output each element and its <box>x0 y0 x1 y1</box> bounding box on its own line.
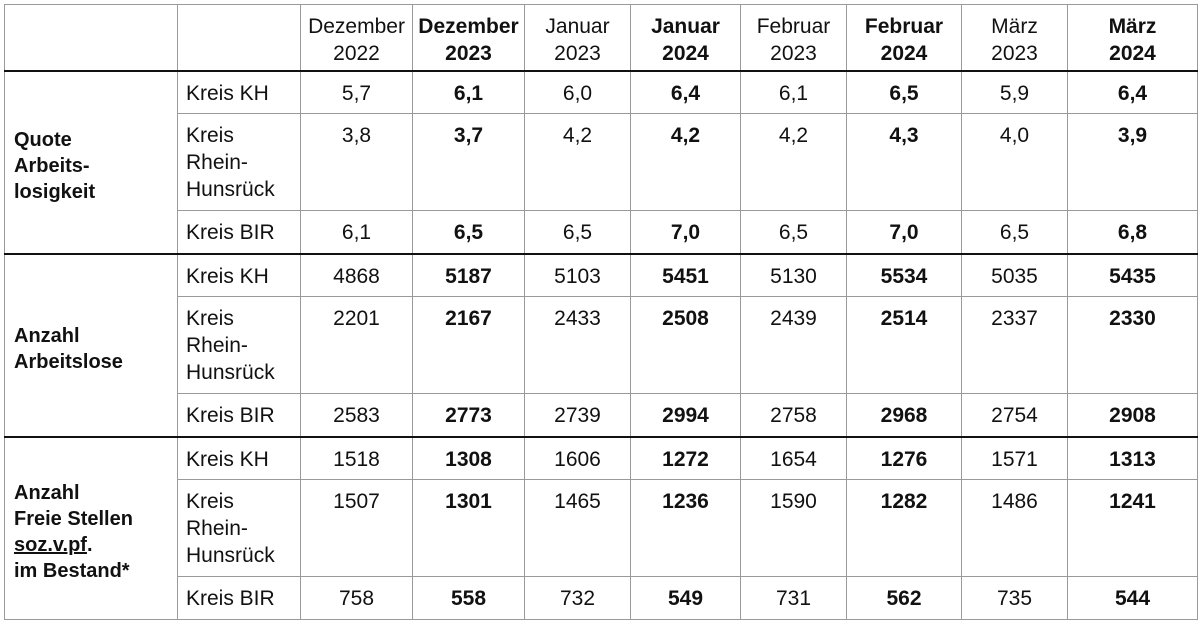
region-label-line: Rhein- <box>186 334 248 357</box>
value-cell: 562 <box>847 577 962 620</box>
value-cell: 1308 <box>413 437 525 480</box>
value-cell: 2739 <box>525 394 631 437</box>
value-cell: 5035 <box>962 254 1068 297</box>
value-cell: 4,0 <box>962 114 1068 211</box>
value-cell: 2583 <box>301 394 413 437</box>
value-cell: 2439 <box>741 297 847 394</box>
column-header <box>1068 5 1198 71</box>
value-cell: 6,1 <box>413 71 525 114</box>
region-label <box>178 577 301 620</box>
column-header-month: Januar <box>545 15 610 38</box>
value-cell: 6,1 <box>741 71 847 114</box>
value-cell: 732 <box>525 577 631 620</box>
column-header-year: 2023 <box>445 42 492 65</box>
value-cell: 6,5 <box>741 211 847 254</box>
column-header-year: 2024 <box>880 42 928 65</box>
column-header-year: 2023 <box>770 42 817 65</box>
value-cell: 6,1 <box>301 211 413 254</box>
value-cell: 1301 <box>413 480 525 577</box>
column-header-year: 2023 <box>991 42 1038 65</box>
value-cell: 1590 <box>741 480 847 577</box>
column-header <box>631 5 741 71</box>
region-label-line: Kreis BIR <box>186 587 275 610</box>
value-cell: 3,8 <box>301 114 413 211</box>
region-label <box>178 437 301 480</box>
value-cell: 1518 <box>301 437 413 480</box>
region-label <box>178 71 301 114</box>
group-label-line: Arbeitslose <box>14 351 123 373</box>
group-label-line: im Bestand* <box>14 560 130 583</box>
region-label-line: Kreis KH <box>186 447 269 471</box>
value-cell: 2337 <box>962 297 1068 394</box>
value-cell: 6,5 <box>413 211 525 254</box>
table-row <box>5 254 1198 297</box>
value-cell: 2330 <box>1068 297 1198 394</box>
table-row <box>5 71 1198 114</box>
value-cell: 6,5 <box>525 211 631 254</box>
group-label-line: Anzahl <box>14 325 80 347</box>
value-cell: 6,4 <box>1068 71 1198 114</box>
region-label-line: Kreis BIR <box>186 404 275 427</box>
column-header <box>525 5 631 71</box>
value-cell: 5130 <box>741 254 847 297</box>
value-cell: 7,0 <box>847 211 962 254</box>
table-row <box>5 211 1198 254</box>
value-cell: 2201 <box>301 297 413 394</box>
value-cell: 1236 <box>631 480 741 577</box>
table-row <box>5 480 1198 577</box>
value-cell: 3,9 <box>1068 114 1198 211</box>
column-header-year: 2024 <box>662 42 709 65</box>
value-cell: 4,3 <box>847 114 962 211</box>
value-cell: 2754 <box>962 394 1068 437</box>
table-row <box>5 297 1198 394</box>
region-label-line: Rhein- <box>186 517 248 540</box>
value-cell: 1507 <box>301 480 413 577</box>
value-cell: 544 <box>1068 577 1198 620</box>
value-cell: 5187 <box>413 254 525 297</box>
value-cell: 6,4 <box>631 71 741 114</box>
value-cell: 2908 <box>1068 394 1198 437</box>
value-cell: 1313 <box>1068 437 1198 480</box>
column-header <box>962 5 1068 71</box>
region-label-line: Kreis <box>186 490 234 513</box>
value-cell: 5,7 <box>301 71 413 114</box>
group-label <box>5 254 178 437</box>
group-label-line: losigkeit <box>14 181 96 203</box>
value-cell: 5435 <box>1068 254 1198 297</box>
header-empty-region <box>178 5 301 71</box>
region-label <box>178 394 301 437</box>
column-header <box>301 5 413 71</box>
value-cell: 4,2 <box>525 114 631 211</box>
column-header-year: 2022 <box>333 42 380 65</box>
value-cell: 558 <box>413 577 525 620</box>
value-cell: 735 <box>962 577 1068 620</box>
group-label-line: Freie Stellen <box>14 508 133 531</box>
column-header-year: 2023 <box>554 42 601 65</box>
column-header <box>413 5 525 71</box>
value-cell: 5534 <box>847 254 962 297</box>
value-cell: 6,0 <box>525 71 631 114</box>
value-cell: 1282 <box>847 480 962 577</box>
table-row <box>5 114 1198 211</box>
column-header <box>741 5 847 71</box>
value-cell: 2508 <box>631 297 741 394</box>
region-label <box>178 480 301 577</box>
group-label-line: Arbeits- <box>14 155 90 177</box>
region-label-line: Kreis BIR <box>186 221 275 244</box>
column-header-month: Februar <box>756 15 831 38</box>
value-cell: 2968 <box>847 394 962 437</box>
value-cell: 1272 <box>631 437 741 480</box>
value-cell: 6,5 <box>847 71 962 114</box>
region-label-line: Kreis <box>186 124 234 147</box>
region-label-line: Kreis KH <box>186 81 269 105</box>
column-header-month: März <box>991 15 1038 38</box>
region-label-line: Kreis <box>186 307 234 330</box>
value-cell: 1654 <box>741 437 847 480</box>
value-cell: 3,7 <box>413 114 525 211</box>
value-cell: 2994 <box>631 394 741 437</box>
region-label-line: Rhein- <box>186 151 248 174</box>
region-label-line: Hunsrück <box>186 544 275 567</box>
value-cell: 1465 <box>525 480 631 577</box>
value-cell: 2773 <box>413 394 525 437</box>
value-cell: 1241 <box>1068 480 1198 577</box>
header-row <box>5 5 1198 71</box>
value-cell: 6,8 <box>1068 211 1198 254</box>
region-label-line: Kreis KH <box>186 264 269 288</box>
value-cell: 2514 <box>847 297 962 394</box>
region-label <box>178 297 301 394</box>
labour-market-table <box>4 4 1198 620</box>
value-cell: 4,2 <box>631 114 741 211</box>
group-label <box>5 437 178 620</box>
group-label-line: soz.v.pf <box>14 534 87 557</box>
value-cell: 1571 <box>962 437 1068 480</box>
column-header-year: 2024 <box>1109 42 1156 65</box>
table-row <box>5 437 1198 480</box>
value-cell: 2167 <box>413 297 525 394</box>
column-header-month: Dezember <box>418 15 519 38</box>
value-cell: 4868 <box>301 254 413 297</box>
region-label <box>178 254 301 297</box>
value-cell: 2758 <box>741 394 847 437</box>
region-label <box>178 211 301 254</box>
value-cell: 1606 <box>525 437 631 480</box>
group-label <box>5 71 178 254</box>
column-header-month: Januar <box>651 15 720 38</box>
group-label-line: Anzahl <box>14 482 80 505</box>
value-cell: 1276 <box>847 437 962 480</box>
value-cell: 731 <box>741 577 847 620</box>
region-label-line: Hunsrück <box>186 361 275 384</box>
value-cell: 1486 <box>962 480 1068 577</box>
value-cell: 549 <box>631 577 741 620</box>
group-label-line: Quote <box>14 129 72 151</box>
header-empty-group <box>5 5 178 71</box>
value-cell: 7,0 <box>631 211 741 254</box>
column-header <box>847 5 962 71</box>
column-header-month: März <box>1108 15 1157 38</box>
value-cell: 2433 <box>525 297 631 394</box>
value-cell: 758 <box>301 577 413 620</box>
group-label-suffix: . <box>86 534 93 557</box>
column-header-month: Februar <box>864 15 944 38</box>
value-cell: 5103 <box>525 254 631 297</box>
table-row <box>5 577 1198 620</box>
value-cell: 4,2 <box>741 114 847 211</box>
value-cell: 6,5 <box>962 211 1068 254</box>
region-label <box>178 114 301 211</box>
column-header-month: Dezember <box>308 15 405 38</box>
value-cell: 5,9 <box>962 71 1068 114</box>
region-label-line: Hunsrück <box>186 178 275 201</box>
value-cell: 5451 <box>631 254 741 297</box>
table-row <box>5 394 1198 437</box>
